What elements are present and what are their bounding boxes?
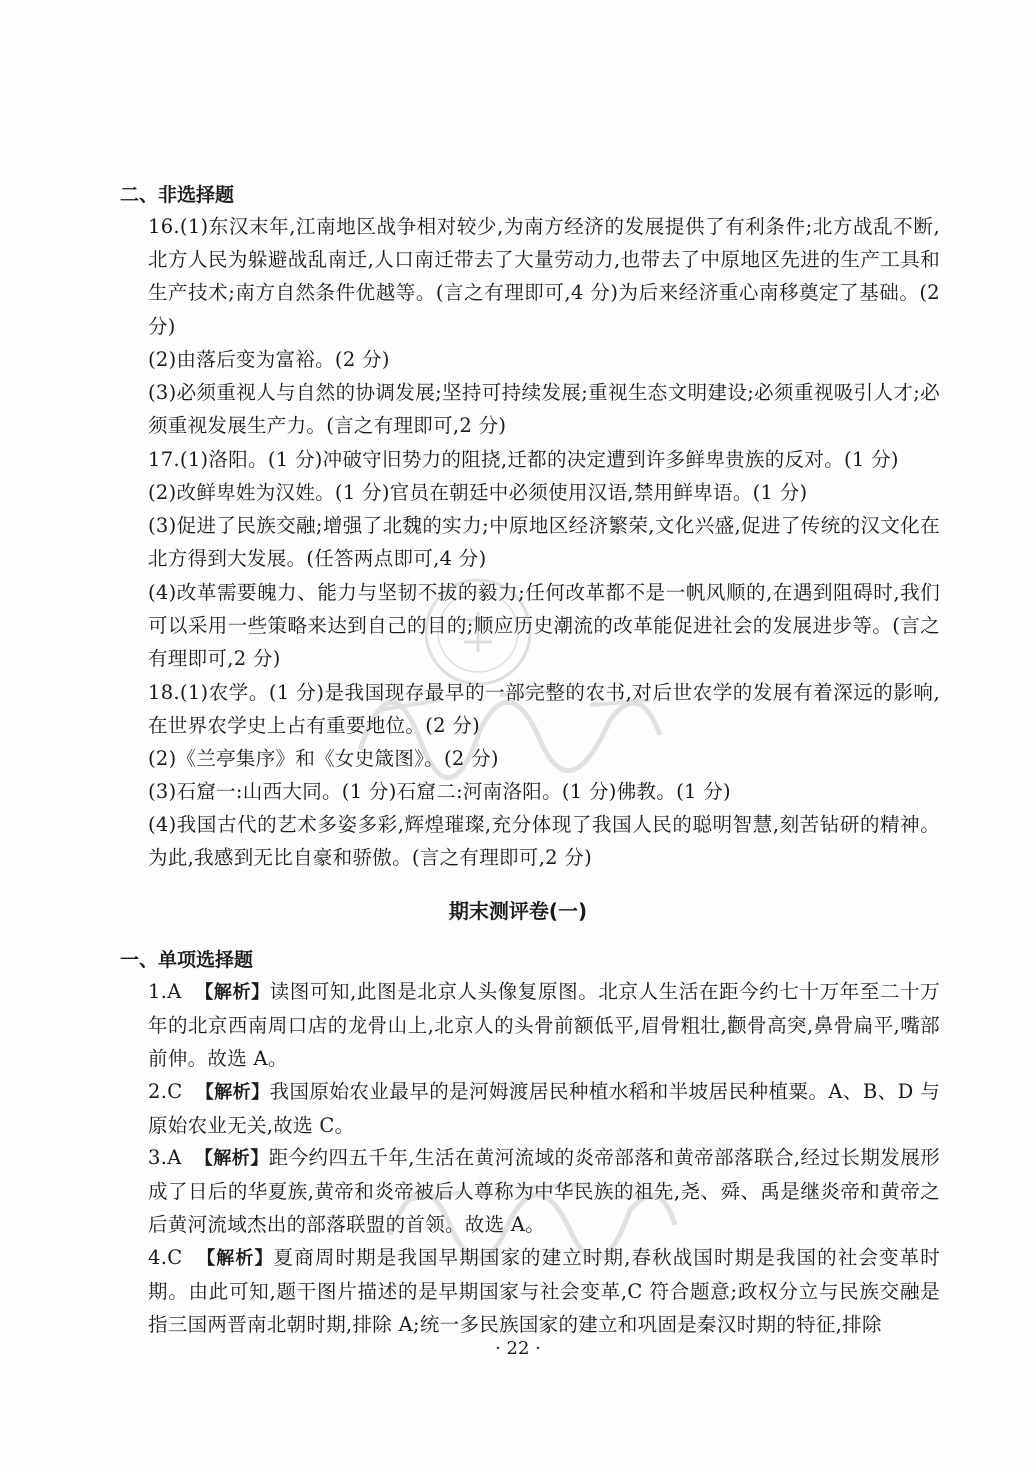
q16-part1: 16.(1)东汉末年,江南地区战争相对较少,为南方经济的发展提供了有利条件;北方战乱不断,北方人民为躲避战乱南迁,人口南迁带去了大量劳动力,也带去了中原地区先进的生产工具和生产技术;南方自然条件优越等。(言之有理即可,4 分)为后来经济重心南移奠定了基础。(2 分) [148,215,940,338]
q17-part4: (4)改革需要魄力、能力与坚韧不拔的毅力;任何改革都不是一帆风顺的,在遇到阻碍时,我们可以采用一些策略来达到自己的目的;顺应历史潮流的改革能促进社会的发展进步等。(言之有理即可,2 分) [148,581,940,671]
q18-part3: (3)石窟一:山西大同。(1 分)石窟二:河南洛阳。(1 分)佛教。(1 分) [148,780,731,803]
page-number: · 22 · [495,1338,541,1359]
section-heading-non-choice: 二、非选择题 [120,184,235,206]
answer-number: 2.C [148,1080,183,1103]
q17-part3: (3)促进了民族交融;增强了北魏的实力;中原地区经济繁荣,文化兴盛,促进了传统的汉文化在北方得到大发展。(任答两点即可,4 分) [148,514,940,571]
q17-part2: (2)改鲜卑姓为汉姓。(1 分)官员在朝廷中必须使用汉语,禁用鲜卑语。(1 分) [148,481,808,504]
answer-number: 1.A [148,980,182,1003]
analysis-label: 【解析】 [197,1248,274,1269]
answer-text: 读图可知,此图是北京人头像复原图。北京人生活在距今约七十万年至二十万年的北京西南周口店的龙骨山上,北京人的头骨前额低平,眉骨粗壮,颧骨高突,鼻骨扁平,嘴部前伸。故选 A。 [148,980,941,1071]
q16-part3: (3)必须重视人与自然的协调发展;坚持可持续发展;重视生态文明建设;必须重视吸引人才;必须重视发展生产力。(言之有理即可,2 分) [148,381,940,438]
q18-part1: 18.(1)农学。(1 分)是我国现存最早的一部完整的农书,对后世农学的发展有着深远的影响,在世界农学史上占有重要地位。(2 分) [148,681,940,738]
q16-part2: (2)由落后变为富裕。(2 分) [148,348,390,371]
answer-item-1 [148,975,940,1076]
q17-part1: 17.(1)洛阳。(1 分)冲破守旧势力的阻挠,迁都的决定遭到许多鲜卑贵族的反对。(1 分) [148,448,899,471]
answer-number: 4.C [148,1246,183,1269]
answer-text: 距今约四五千年,生活在黄河流域的炎帝部落和黄帝部落联合,经过长期发展形成了日后的华夏族,黄帝和炎帝被后人尊称为中华民族的祖先,尧、舜、禹是继炎帝和黄帝之后黄河流域杰出的部落联盟的首领。故选 A。 [148,1146,940,1237]
answer-item-3 [148,1141,940,1242]
analysis-label: 【解析】 [194,1148,269,1169]
section-heading-single-choice: 一、单项选择题 [120,949,254,971]
analysis-label: 【解析】 [195,1082,270,1103]
answer-number: 3.A [148,1146,182,1169]
q18-part4: (4)我国古代的艺术多姿多彩,辉煌璀璨,充分体现了我国人民的聪明智慧,刻苦钻研的精神。为此,我感到无比自豪和骄傲。(言之有理即可,2 分) [148,813,940,870]
answer-text: 我国原始农业最早的是河姆渡居民种植水稻和半坡居民种植粟。A、B、D 与原始农业无关,故选 C。 [148,1080,940,1138]
answer-text: 夏商周时期是我国早期国家的建立时期,春秋战国时期是我国的社会变革时期。由此可知,题干图片描述的是早期国家与社会变革,C 符合题意;政权分立与民族交融是指三国两晋南北朝时期,排除 A;统一多民族国家的建立和巩固是秦汉时期的特征,排除 [148,1246,941,1337]
exam-title: 期末测评卷(一) [448,899,588,923]
analysis-label: 【解析】 [195,982,270,1003]
q18-part2: (2)《兰亭集序》和《女史箴图》。(2 分) [148,747,499,770]
answer-item-2 [148,1075,940,1142]
answer-item-4 [148,1241,940,1342]
